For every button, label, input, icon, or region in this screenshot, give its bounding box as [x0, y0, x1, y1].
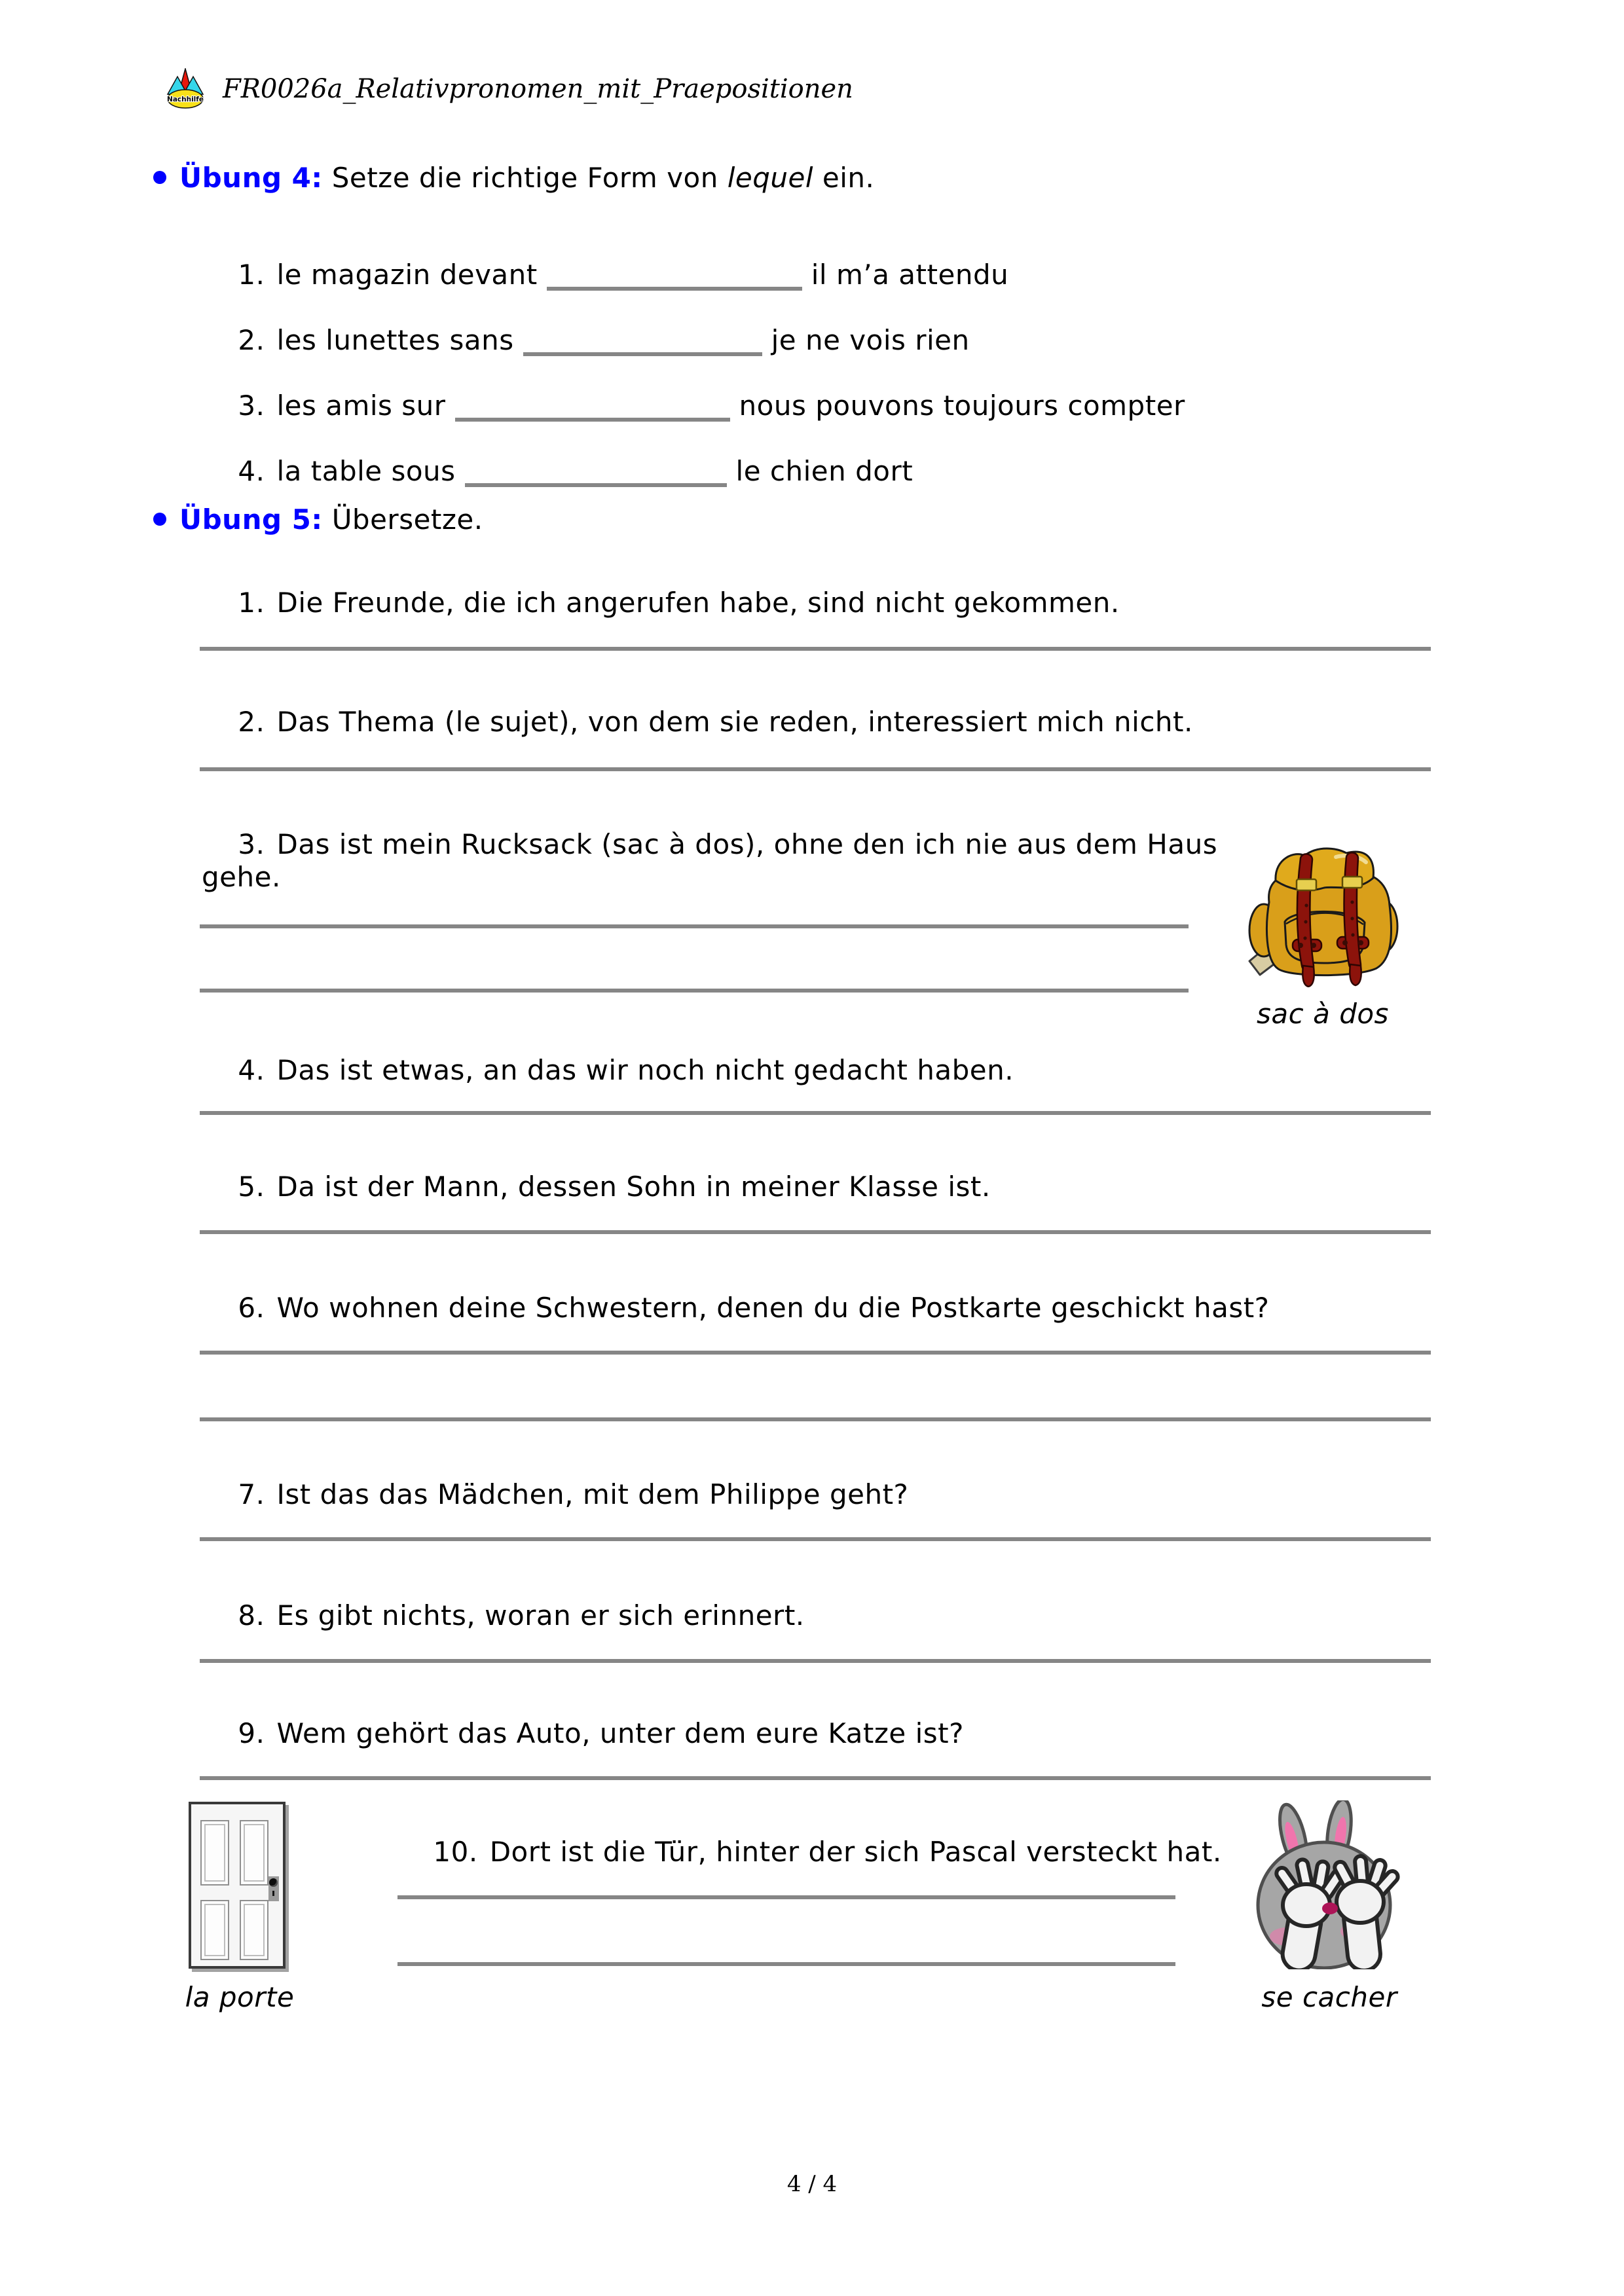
blank-line — [455, 418, 730, 422]
answer-line — [200, 1230, 1431, 1234]
exercise4-label: Übung 4: — [179, 162, 323, 194]
exercise5-item: 6. Wo wohnen deine Schwestern, denen du die Postkarte geschickt hast? — [238, 1292, 1270, 1324]
answer-line — [200, 767, 1431, 771]
exercise4-instruction: Setze die richtige Form von lequel ein. — [331, 162, 875, 194]
exercise5-item: 5. Da ist der Mann, dessen Sohn in meiner Klasse ist. — [238, 1171, 991, 1203]
exercise4-item: 4. la table sous le chien dort — [238, 455, 913, 487]
answer-line — [397, 1895, 1175, 1899]
door-caption: la porte — [185, 1981, 295, 2013]
answer-line — [200, 1111, 1431, 1115]
exercise5-label: Übung 5: — [179, 503, 323, 536]
svg-text:Nachhilfe: Nachhilfe — [167, 96, 204, 103]
door-image — [189, 1802, 286, 1969]
answer-line — [200, 1537, 1431, 1541]
answer-line — [200, 1776, 1431, 1780]
answer-line — [200, 1659, 1431, 1663]
exercise5-item: 9. Wem gehört das Auto, unter dem eure Katze ist? — [238, 1717, 964, 1749]
exercise5-item: 10. Dort ist die Tür, hinter der sich Pascal versteckt hat. — [433, 1836, 1222, 1868]
rabbit-caption: se cacher — [1261, 1981, 1397, 2013]
exercise5-item: 4. Das ist etwas, an das wir noch nicht gedacht haben. — [238, 1054, 1014, 1086]
exercise5-item: 2. Das Thema (le sujet), von dem sie reden, interessiert mich nicht. — [238, 706, 1193, 738]
bullet-icon — [153, 513, 166, 526]
answer-line — [200, 1417, 1431, 1421]
page-title: FR0026a_Relativpronomen_mit_Praepositionen — [223, 74, 853, 104]
exercise5-instruction: Übersetze. — [331, 503, 483, 536]
exercise4-item: 1. le magazin devant il m’a attendu — [238, 259, 1009, 291]
answer-line — [200, 1351, 1431, 1355]
bullet-icon — [153, 171, 166, 184]
page-number: 4 / 4 — [786, 2171, 838, 2197]
exercise5-item: 7. Ist das das Mädchen, mit dem Philippe geht? — [238, 1478, 909, 1510]
blank-line — [547, 287, 802, 291]
exercise4-item: 3. les amis sur nous pouvons toujours compter — [238, 390, 1185, 422]
nachhilfe-logo-icon — [166, 68, 204, 109]
blank-line — [523, 352, 762, 356]
answer-line — [200, 924, 1189, 928]
exercise5-item: 1. Die Freunde, die ich angerufen habe, sind nicht gekommen. — [238, 587, 1120, 619]
exercise5-item: 8. Es gibt nichts, woran er sich erinnert. — [238, 1599, 805, 1631]
backpack-caption: sac à dos — [1257, 998, 1389, 1030]
backpack-image — [1238, 840, 1408, 987]
exercise4-item: 2. les lunettes sans je ne vois rien — [238, 324, 970, 356]
blank-line — [465, 483, 727, 487]
exercise5-heading — [153, 503, 483, 537]
door-knob-icon — [268, 1876, 279, 1901]
answer-line — [397, 1962, 1175, 1966]
rabbit-image — [1247, 1800, 1401, 1969]
answer-line — [200, 989, 1189, 993]
answer-line — [200, 647, 1431, 651]
exercise5-item: 3. Das ist mein Rucksack (sac à dos), ohne den ich nie aus dem Haus gehe. — [202, 828, 1227, 893]
exercise4-heading — [153, 161, 874, 195]
